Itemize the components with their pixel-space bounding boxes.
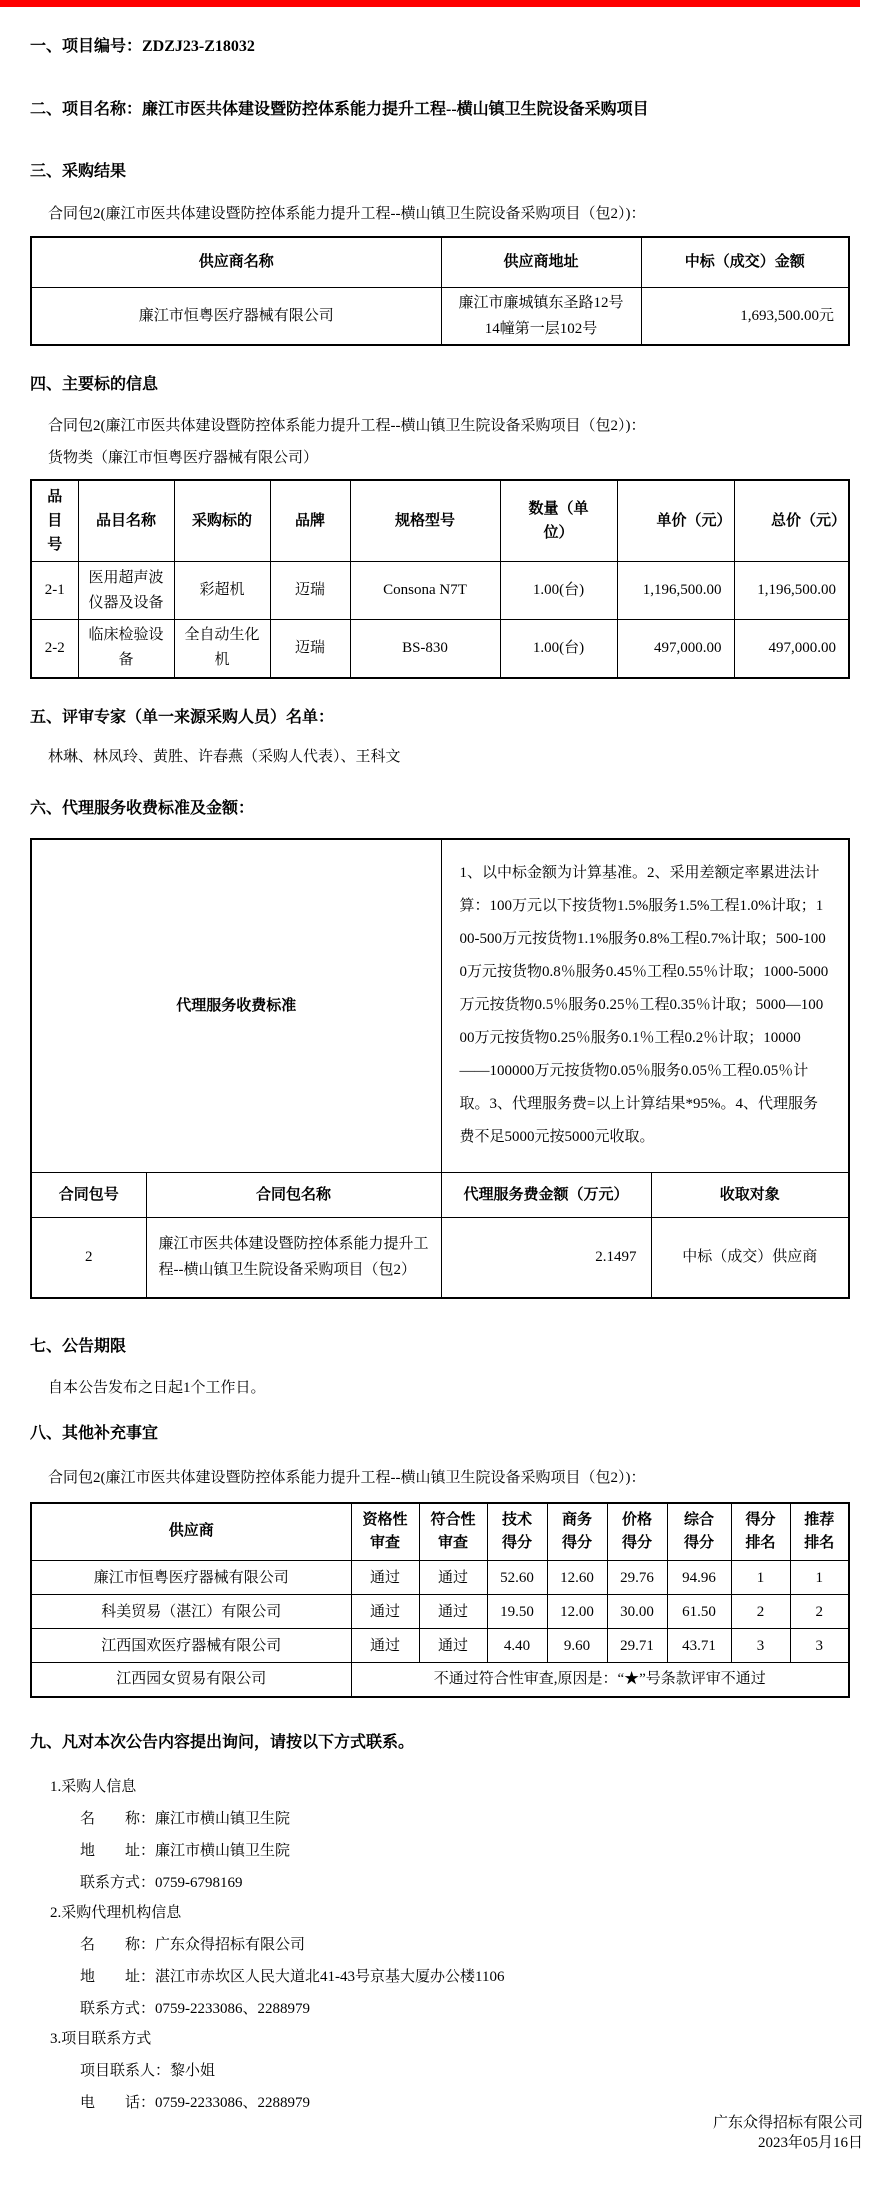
- col-header-item-no: 品目号: [31, 480, 78, 562]
- cell-qualification-review: 通过: [351, 1629, 419, 1663]
- section-3-heading-procurement-result: 三、采购结果: [30, 163, 127, 180]
- agency-contact-line: 联系方式：0759-2233086、2288979: [80, 2000, 310, 2017]
- section-3-package-intro: 合同包2(廉江市医共体建设暨防控体系能力提升工程--横山镇卫生院设备采购项目（包2）)：: [48, 206, 646, 222]
- col-header-package-name: 合同包名称: [146, 1173, 441, 1218]
- purchaser-address-line: 地 址：廉江市横山镇卫生院: [80, 1842, 291, 1859]
- cell-supplier-name: 廉江市恒粤医疗器械有限公司: [31, 287, 441, 345]
- table-header-row: [31, 237, 849, 287]
- cell-score-rank: 1: [731, 1561, 790, 1595]
- cell-price-score: 30.00: [607, 1595, 667, 1629]
- purchaser-name-line: 名 称：廉江市横山镇卫生院: [80, 1810, 291, 1827]
- project-contact-title: 3.项目联系方式: [50, 2030, 152, 2047]
- cell-business-score: 12.00: [547, 1595, 607, 1629]
- cell-item-no: 2-1: [31, 562, 78, 620]
- table-row-failed-supplier: [31, 1663, 849, 1697]
- table-row: [31, 562, 849, 620]
- cell-quantity: 1.00(台): [500, 562, 617, 620]
- cell-unit-price: 1,196,500.00: [617, 562, 734, 620]
- col-header-qualification-review: 资格性审查: [351, 1503, 419, 1561]
- section-7-heading-announcement-period: 七、公告期限: [30, 1337, 127, 1355]
- table-header-row: [31, 1173, 849, 1218]
- cell-score-rank: 2: [731, 1595, 790, 1629]
- col-header-fee-amount: 代理服务费金额（万元）: [441, 1173, 651, 1218]
- section-6-heading-agency-fee: 六、代理服务收费标准及金额：: [30, 799, 255, 817]
- cell-award-amount: 1,693,500.00元: [641, 287, 849, 345]
- section-4-heading-main-subject-info: 四、主要标的信息: [30, 375, 159, 393]
- supplier-score-table: [30, 1502, 850, 1698]
- cell-brand: 迈瑞: [270, 562, 350, 620]
- purchaser-info-title: 1.采购人信息: [50, 1778, 137, 1795]
- table-header-row: [31, 1503, 849, 1561]
- col-header-model: 规格型号: [350, 480, 500, 562]
- cell-conformity-review: 通过: [419, 1561, 487, 1595]
- table-row: [31, 1218, 849, 1298]
- cell-composite-score: 61.50: [667, 1595, 731, 1629]
- col-header-procurement-target: 采购标的: [174, 480, 270, 562]
- footer-issuer: 广东众得招标有限公司: [712, 2114, 863, 2131]
- cell-business-score: 12.60: [547, 1561, 607, 1595]
- col-header-fee-payer: 收取对象: [651, 1173, 849, 1218]
- cell-unit-price: 497,000.00: [617, 620, 734, 678]
- purchaser-contact-line: 联系方式：0759-6798169: [80, 1874, 243, 1891]
- cell-total-price: 497,000.00: [734, 620, 849, 678]
- fee-standard-row: [31, 839, 849, 1173]
- cell-quantity: 1.00(台): [500, 620, 617, 678]
- cell-model: BS-830: [350, 620, 500, 678]
- cell-score-rank: 3: [731, 1629, 790, 1663]
- footer: [30, 2113, 863, 2153]
- cell-total-price: 1,196,500.00: [734, 562, 849, 620]
- col-header-supplier-name: 供应商名称: [31, 237, 441, 287]
- table-row: [31, 620, 849, 678]
- cell-conformity-review: 通过: [419, 1595, 487, 1629]
- subject-items-table: [30, 479, 850, 679]
- col-header-award-amount: 中标（成交）金额: [641, 237, 849, 287]
- cell-fee-amount: 2.1497: [441, 1218, 651, 1298]
- cell-supplier: 廉江市恒粤医疗器械有限公司: [31, 1561, 351, 1595]
- cell-supplier-address: 廉江市廉城镇东圣路12号14幢第一层102号: [441, 287, 641, 345]
- cell-procurement-target: 彩超机: [174, 562, 270, 620]
- cell-technical-score: 52.60: [487, 1561, 547, 1595]
- col-header-total-price: 总价（元）: [734, 480, 849, 562]
- col-header-composite-score: 综合得分: [667, 1503, 731, 1561]
- col-header-price-score: 价格得分: [607, 1503, 667, 1561]
- cell-model: Consona N7T: [350, 562, 500, 620]
- cell-conformity-review: 通过: [419, 1629, 487, 1663]
- cell-recommend-rank: 1: [790, 1561, 849, 1595]
- col-header-quantity-unit: 数量（单位）: [500, 480, 617, 562]
- announcement-period-body: 自本公告发布之日起1个工作日。: [48, 1379, 266, 1396]
- section-8-heading-other-matters: 八、其他补充事宜: [30, 1424, 159, 1442]
- agency-info-title: 2.采购代理机构信息: [50, 1904, 182, 1921]
- cell-qualification-review: 通过: [351, 1595, 419, 1629]
- table-row: [31, 1629, 849, 1663]
- table-header-row: [31, 480, 849, 562]
- cell-technical-score: 19.50: [487, 1595, 547, 1629]
- section-8-package-intro: 合同包2(廉江市医共体建设暨防控体系能力提升工程--横山镇卫生院设备采购项目（包2）)：: [48, 1469, 646, 1486]
- col-header-supplier: 供应商: [31, 1503, 351, 1561]
- cell-price-score: 29.71: [607, 1629, 667, 1663]
- section-4-package-intro: 合同包2(廉江市医共体建设暨防控体系能力提升工程--横山镇卫生院设备采购项目（包2）)：: [48, 417, 646, 434]
- cell-procurement-target: 全自动生化机: [174, 620, 270, 678]
- cell-brand: 迈瑞: [270, 620, 350, 678]
- project-contact-person-line: 项目联系人：黎小姐: [80, 2062, 216, 2079]
- col-header-supplier-address: 供应商地址: [441, 237, 641, 287]
- cell-supplier: 江西园女贸易有限公司: [31, 1663, 351, 1697]
- col-header-item-name: 品目名称: [78, 480, 174, 562]
- col-header-score-rank: 得分排名: [731, 1503, 790, 1561]
- fee-standard-label: 代理服务收费标准: [31, 839, 441, 1173]
- cell-recommend-rank: 2: [790, 1595, 849, 1629]
- project-phone-line: 电 话：0759-2233086、2288979: [80, 2094, 310, 2111]
- cell-supplier: 科美贸易（湛江）有限公司: [31, 1595, 351, 1629]
- col-header-conformity-review: 符合性审查: [419, 1503, 487, 1561]
- cell-fee-payer: 中标（成交）供应商: [651, 1218, 849, 1298]
- cell-business-score: 9.60: [547, 1629, 607, 1663]
- cell-supplier: 江西国欢医疗器械有限公司: [31, 1629, 351, 1663]
- col-header-package-no: 合同包号: [31, 1173, 146, 1218]
- agency-name-line: 名 称：广东众得招标有限公司: [80, 1936, 306, 1953]
- cell-item-no: 2-2: [31, 620, 78, 678]
- procurement-result-table: [30, 236, 850, 346]
- section-1-heading-project-number: 一、项目编号：ZDZJ23-Z18032: [30, 38, 255, 55]
- section-4-category-line: 货物类（廉江市恒粤医疗器械有限公司）: [48, 449, 319, 466]
- cell-item-name: 医用超声波仪器及设备: [78, 562, 174, 620]
- cell-qualification-review: 通过: [351, 1561, 419, 1595]
- cell-fail-reason: 不通过符合性审查,原因是：“★”号条款评审不通过: [351, 1663, 849, 1697]
- document-content: [0, 36, 878, 2153]
- agency-address-line: 地 址：湛江市赤坎区人民大道北41-43号京基大厦办公楼1106: [80, 1968, 505, 1985]
- cell-composite-score: 43.71: [667, 1629, 731, 1663]
- top-red-rule: [0, 0, 860, 7]
- cell-package-name: 廉江市医共体建设暨防控体系能力提升工程--横山镇卫生院设备采购项目（包2）: [146, 1218, 441, 1298]
- cell-recommend-rank: 3: [790, 1629, 849, 1663]
- section-5-heading-review-experts: 五、评审专家（单一来源采购人员）名单：: [30, 708, 335, 726]
- cell-package-no: 2: [31, 1218, 146, 1298]
- footer-date: 2023年05月16日: [757, 2134, 863, 2151]
- fee-standard-text: 1、以中标金额为计算基准。2、采用差额定率累进法计算：100万元以下按货物1.5%服务1.5%工程1.0%计取；100-500万元按货物1.1%服务0.8%工程0.7%计取；500-1000万元按货物0.8％服务0.45％工程0.55％计取；1000-5000万元按货物0.5％服务0.25％工程0.35％计取；5000—10000万元按货物0.25％服务0.1％工程0.2％计取；10000——100000万元按货物0.05％服务0.05％工程0.05％计取。3、代理服务费=以上计算结果*95%。4、代理服务费不足5000元按5000元收取。: [441, 839, 849, 1173]
- table-row: [31, 1595, 849, 1629]
- cell-price-score: 29.76: [607, 1561, 667, 1595]
- expert-names-line: 林琳、林凤玲、黄胜、许春燕（采购人代表）、王科文: [48, 748, 401, 765]
- table-row: [31, 1561, 849, 1595]
- section-9-heading-contact: 九、凡对本次公告内容提出询问，请按以下方式联系。: [30, 1733, 415, 1751]
- col-header-technical-score: 技术得分: [487, 1503, 547, 1561]
- col-header-business-score: 商务得分: [547, 1503, 607, 1561]
- cell-technical-score: 4.40: [487, 1629, 547, 1663]
- cell-composite-score: 94.96: [667, 1561, 731, 1595]
- col-header-brand: 品牌: [270, 480, 350, 562]
- col-header-unit-price: 单价（元）: [617, 480, 734, 562]
- table-row: [31, 287, 849, 345]
- agency-fee-table: [30, 838, 850, 1299]
- col-header-recommend-rank: 推荐排名: [790, 1503, 849, 1561]
- section-2-heading-project-name: 二、项目名称：廉江市医共体建设暨防控体系能力提升工程--横山镇卫生院设备采购项目: [30, 101, 649, 118]
- cell-item-name: 临床检验设备: [78, 620, 174, 678]
